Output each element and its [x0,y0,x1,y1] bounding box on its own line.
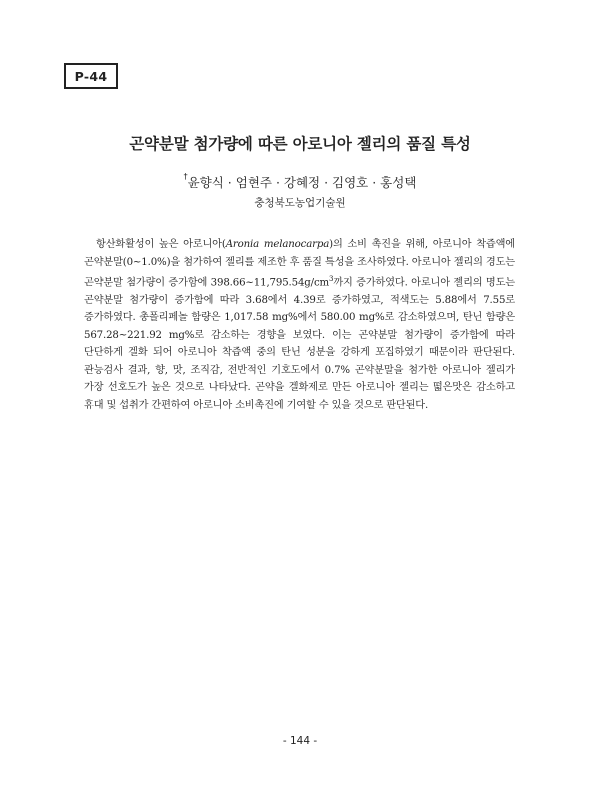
abstract-text-part1: 항산화활성이 높은 아로니아( [96,239,226,250]
page-number: - 144 - [282,735,318,747]
scientific-name: Aronia melanocarpa [225,239,330,250]
abstract-body [84,236,515,414]
author-affiliation: 충청북도농업기술원 [254,197,346,209]
author-names: 윤향식 · 엄현주 · 강혜정 · 김영호 · 홍성택 [187,175,417,190]
paper-title: 곤약분말 첨가량에 따른 아로니아 젤리의 품질 특성 [129,135,471,153]
author-list [0,173,600,191]
poster-id-badge [64,63,118,89]
unit-superscript: 3 [329,275,334,283]
abstract-text-part3: 까지 증가하였다. 아로니아 젤리의 명도는 곤약분말 첨가량이 증가함에 따라 3.68에서 4.39로 증가하였고, 적색도는 5.88에서 7.55로 증가하였다. 총폴리페놀 함량은 1,017.58 mg%에서 580.00 mg%로 감소하였으며, 탄닌 함량은 567.28~221.92 mg%로 감소하는 경향을 보였다. 이는 곤약분말 첨가량이 증가함에 따라 단단하게 겔화 되어 아로니아 착즙액 중의 탄닌 성분을 강하게 포집하였기 때문이라 판단된다. 관능검사 결과, 향, 맛, 조직감, 전반적인 기호도에서 0.7% 곤약분말을 첨가한 아로니아 젤리가 가장 선호도가 높은 것으로 나타났다. 곤약을 겔화제로 만든 아로니아 젤리는 떫은맛은 감소하고 휴대 및 섭취가 간편하여 아로니아 소비촉진에 기여할 수 있을 것으로 판단된다. [84,277,515,411]
poster-id-label: P-44 [74,68,108,84]
corresponding-author-mark: † [183,172,188,181]
abstract-text-part2: )의 소비 촉진을 위해, 아로니아 착즙액에 곤약분말(0~1.0%)을 첨가하여 젤리를 제조한 후 품질 특성을 조사하였다. 아로니아 젤리의 경도는 곤약분말 첨가량이 증가함에 398.66~11,795.54g/cm [84,239,515,289]
